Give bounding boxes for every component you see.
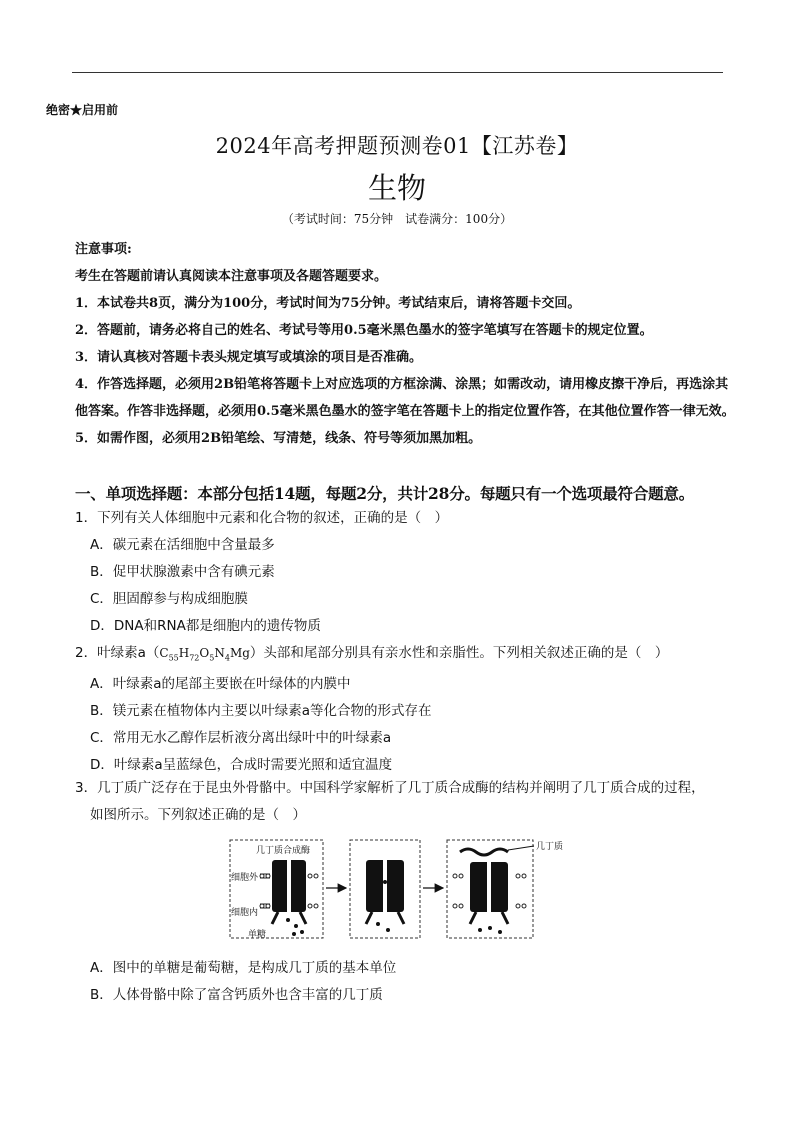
exam-info: （考试时间：75分钟 试卷满分：100分） [281,212,513,226]
label-outside: 细胞外 [231,873,259,883]
notes-item: 4．作答选择题，必须用2B铅笔将答题卡上对应选项的方框涂满、涂黑；如需改动，请用橡皮擦干净后，再选涂其他答案。作答非选择题，必须用0.5毫米黑色墨水的签字笔在答题卡上的指定位置作答，在其他位置作答一律无效。 [75,377,735,419]
notes-block [75,236,735,452]
question-1 [75,505,735,640]
option-c: C．胆固醇参与构成细胞膜 [90,591,248,607]
label-enzyme: 几丁质合成酶 [256,846,311,856]
chitin-pointer [508,846,534,850]
enzyme-3 [470,862,508,924]
sugar-dots-1 [286,918,304,936]
header-rule [72,72,723,73]
label-chitin: 几丁质 [536,842,564,852]
exam-title: 2024年高考押题预测卷01【江苏卷】 [215,134,579,158]
option-b: B．促甲状腺激素中含有碘元素 [90,564,275,580]
option-a: A．叶绿素a的尾部主要嵌在叶绿体的内膜中 [90,676,351,693]
question-3-options [75,955,735,1009]
membrane-right-1 [308,874,318,908]
notes-item: 5．如需作图，必须用2B铅笔绘、写清楚，线条、符号等须加黑加粗。 [75,431,482,446]
stem-suffix: ）头部和尾部分别具有亲水性和亲脂性。下列相关叙述正确的是（ ） [249,645,669,661]
chitin-synthesis-figure [228,838,573,942]
option-d: D．DNA和RNA都是细胞内的遗传物质 [90,618,321,634]
notes-heading: 注意事项: [75,242,132,257]
question-stem-line2: 如图所示。下列叙述正确的是（ ） [90,807,306,823]
question-stem [75,640,735,671]
chitin-chain [460,849,508,855]
enzyme-2 [366,860,404,924]
question-stem-line1: 3．几丁质广泛存在于昆虫外骨骼中。中国科学家解析了几丁质合成酶的结构并阐明了几丁质合成的过程， [75,780,705,796]
notes-item: 1．本试卷共8页，满分为100分，考试时间为75分钟。考试结束后，请将答题卡交回。 [75,296,581,311]
subject-title: 生物 [367,171,426,205]
chemical-formula: $C_{55}H_{72}O_5N_4Mg$ [159,646,250,663]
notes-item: 考生在答题前请认真阅读本注意事项及各题答题要求。 [75,269,388,284]
stem-prefix: 2．叶绿素a（ [75,645,160,661]
label-inside: 细胞内 [231,908,259,918]
question-3 [75,775,735,829]
enzyme-1 [272,860,306,924]
sugar-dots-3 [478,926,502,934]
option-b: B．镁元素在植物体内主要以叶绿素a等化合物的形式存在 [90,703,432,720]
option-d: D．叶绿素a呈蓝绿色，合成时需要光照和适宜温度 [90,757,393,774]
notes-item: 3．请认真核对答题卡表头规定填写或填涂的项目是否准确。 [75,350,423,365]
section-title: 一、单项选择题：本部分包括14题，每题2分，共计28分。每题只有一个选项最符合题意。 [75,484,695,503]
option-a: A．图中的单糖是葡萄糖，是构成几丁质的基本单位 [90,960,397,976]
option-b: B．人体骨骼中除了富含钙质外也含丰富的几丁质 [90,987,383,1003]
option-a: A．碳元素在活细胞中含量最多 [90,537,275,553]
question-stem: 1．下列有关人体细胞中元素和化合物的叙述，正确的是（ ） [75,510,449,526]
secret-label: 绝密★启用前 [46,103,119,117]
membrane-left-1 [260,874,270,908]
label-monosaccharide: 单糖 [248,930,267,940]
notes-item: 2．答题前，请务必将自己的姓名、考试号等用0.5毫米黑色墨水的签字笔填写在答题卡的规定位置。 [75,323,653,338]
question-2 [75,640,735,779]
option-c: C．常用无水乙醇作层析液分离出绿叶中的叶绿素a [90,730,392,747]
